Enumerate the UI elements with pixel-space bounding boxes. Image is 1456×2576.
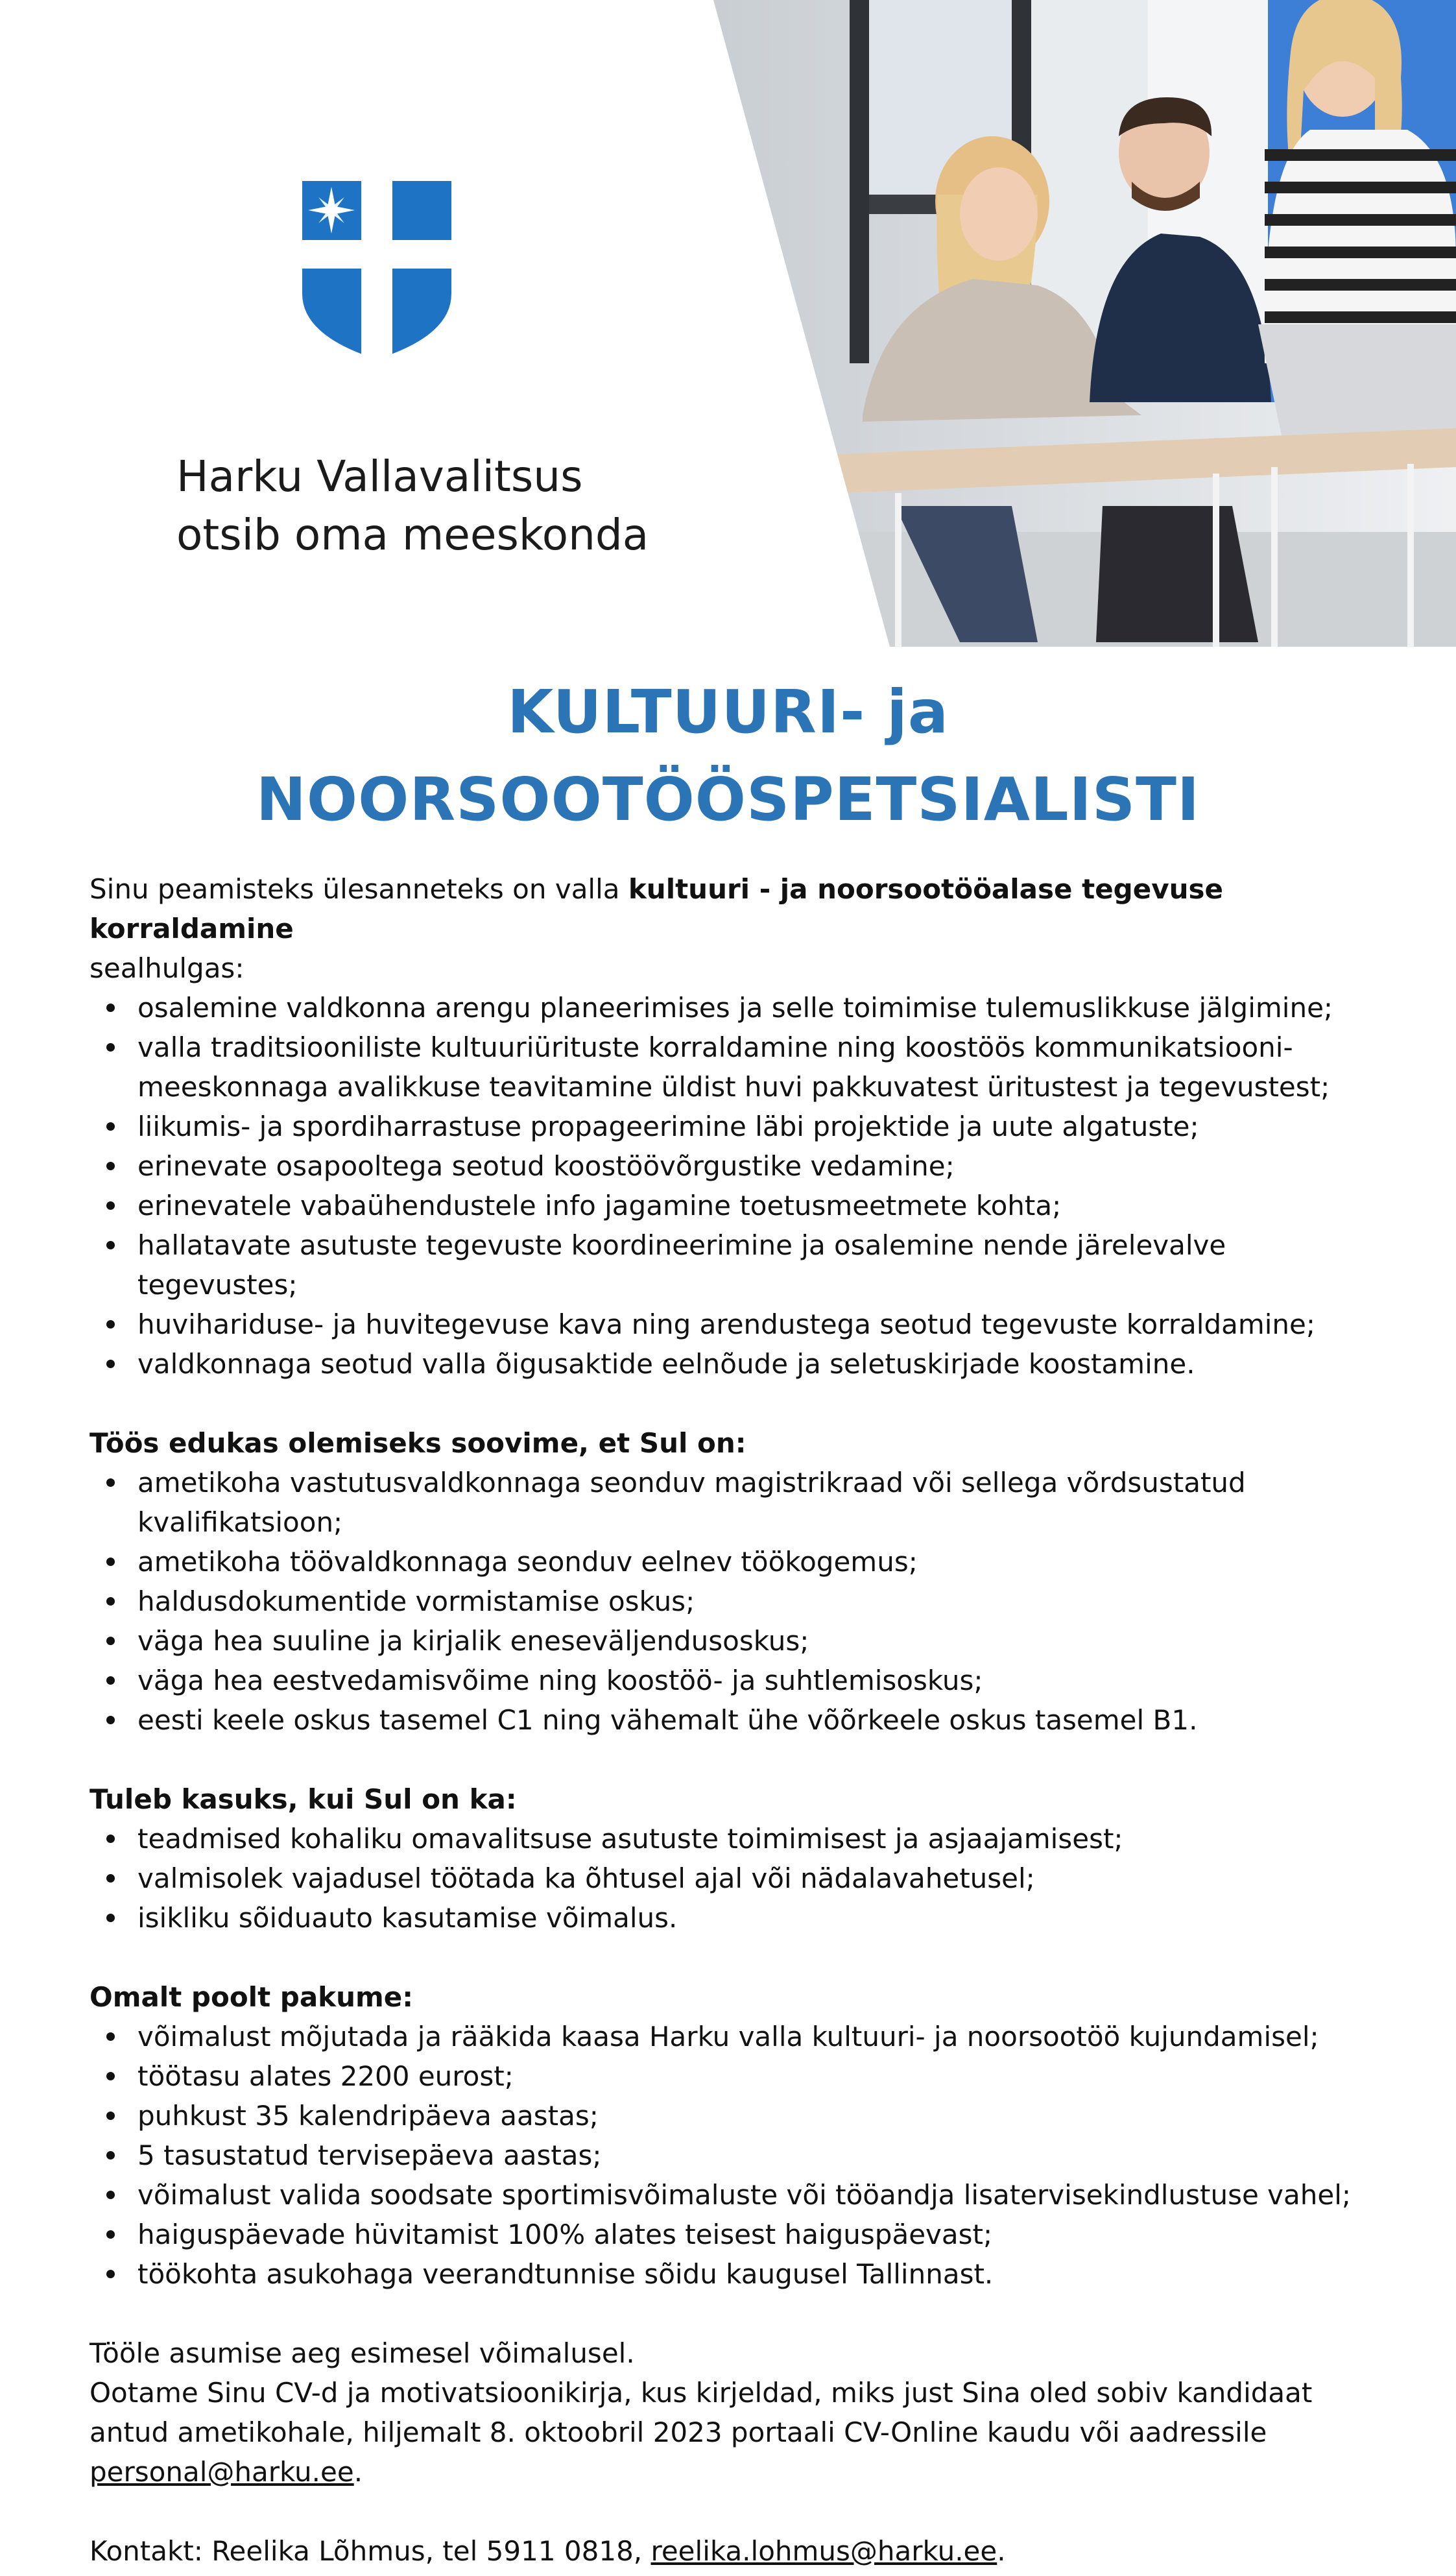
- duties-list: [90, 988, 1387, 1384]
- list-item: teadmised kohaliku omavalitsuse asutuste toimimisest ja asjaajamisest;: [137, 1819, 1387, 1859]
- list-item: valla traditsiooniliste kultuuriürituste korraldamine ning koostöös kommunikatsiooni-meeskonnaga avalikkuse teavitamine üldist huvi pakkuvatest üritustest ja tegevustest;: [137, 1028, 1387, 1107]
- advantages-heading: Tuleb kasuks, kui Sul on ka:: [90, 1783, 517, 1815]
- list-item: 5 tasustatud tervisepäeva aastas;: [137, 2136, 1387, 2175]
- application-text: [90, 2373, 1387, 2492]
- application-instructions: Ootame Sinu CV-d ja motivatsioonikirja, kus kirjeldad, miks just Sina oled sobiv kandidaat antud ametikohale, hiljemalt 8. oktoobril 2023 portaali CV-Online kaudu või aadressile: [90, 2377, 1313, 2448]
- list-item: erinevatele vabaühendustele info jagamine toetusmeetmete kohta;: [137, 1186, 1387, 1225]
- job-description: [90, 869, 1387, 2571]
- list-item: võimalust mõjutada ja rääkida kaasa Harku valla kultuuri- ja noorsootöö kujundamisel;: [137, 2017, 1387, 2056]
- job-title: [0, 668, 1456, 843]
- contact-text: Kontakt: Reelika Lõhmus, tel 5911 0818,: [90, 2535, 651, 2567]
- intro-bold: kultuuri - ja noorsootööalase tegevuse korraldamine: [90, 873, 1223, 945]
- harku-crest-logo: [302, 180, 452, 360]
- list-item: puhkust 35 kalendripäeva aastas;: [137, 2096, 1387, 2136]
- list-item: haldusdokumentide vormistamise oskus;: [137, 1582, 1387, 1621]
- list-item: erinevate osapooltega seotud koostöövõrgustike vedamine;: [137, 1146, 1387, 1186]
- contact-period: .: [997, 2535, 1006, 2567]
- organization-name: Harku Vallavalitsus: [176, 451, 583, 501]
- list-item: töökohta asukohaga veerandtunnise sõidu kaugusel Tallinnast.: [137, 2254, 1387, 2294]
- hr-email-link[interactable]: personal@harku.ee: [90, 2456, 354, 2488]
- list-item: liikumis- ja spordiharrastuse propageerimine läbi projektide ja uute algatuste;: [137, 1107, 1387, 1146]
- offer-heading: Omalt poolt pakume:: [90, 1981, 414, 2013]
- contact-line: [90, 2531, 1387, 2571]
- requirements-list: [90, 1463, 1387, 1740]
- list-item: väga hea eestvedamisvõime ning koostöö- ja suhtlemisoskus;: [137, 1661, 1387, 1700]
- intro-tail: sealhulgas:: [90, 952, 245, 984]
- list-item: võimalust valida soodsate sportimisvõimaluste või tööandja lisatervisekindlustuse vahel;: [137, 2175, 1387, 2215]
- intro-lead: Sinu peamisteks ülesanneteks on valla: [90, 873, 628, 905]
- offer-list: [90, 2017, 1387, 2294]
- application-period: .: [353, 2456, 363, 2488]
- list-item: töötasu alates 2200 eurost;: [137, 2056, 1387, 2096]
- contact-email-link[interactable]: reelika.lohmus@harku.ee: [650, 2535, 997, 2567]
- list-item: osalemine valdkonna arengu planeerimises ja selle toimimise tulemuslikkuse jälgimine;: [137, 988, 1387, 1028]
- advantages-list: [90, 1819, 1387, 1938]
- list-item: ametikoha töövaldkonnaga seonduv eelnev töökogemus;: [137, 1542, 1387, 1582]
- list-item: valmisolek vajadusel töötada ka õhtusel ajal või nädalavahetusel;: [137, 1859, 1387, 1898]
- job-title-line-2: NOORSOOTÖÖSPETSIALISTI: [256, 765, 1200, 834]
- list-item: väga hea suuline ja kirjalik eneseväljendusoskus;: [137, 1621, 1387, 1661]
- intro-paragraph: [90, 869, 1387, 988]
- list-item: hallatavate asutuste tegevuste koordineerimine ja osalemine nende järelevalve tegevustes;: [137, 1225, 1387, 1305]
- start-date-text: Tööle asumise aeg esimesel võimalusel.: [90, 2337, 635, 2369]
- list-item: ametikoha vastutusvaldkonnaga seonduv magistrikraad või sellega võrdsustatud kvalifikatsioon;: [137, 1463, 1387, 1542]
- organization-tagline: [176, 448, 649, 564]
- list-item: isikliku sõiduauto kasutamise võimalus.: [137, 1898, 1387, 1938]
- list-item: valdkonnaga seotud valla õigusaktide eelnõude ja seletuskirjade koostamine.: [137, 1344, 1387, 1384]
- list-item: eesti keele oskus tasemel C1 ning vähemalt ühe võõrkeele oskus tasemel B1.: [137, 1700, 1387, 1740]
- list-item: huvihariduse- ja huvitegevuse kava ning arendustega seotud tegevuste korraldamine;: [137, 1305, 1387, 1344]
- list-item: haiguspäevade hüvitamist 100% alates teisest haiguspäevast;: [137, 2215, 1387, 2254]
- organization-subtitle: otsib oma meeskonda: [176, 510, 649, 560]
- job-title-line-1: KULTUURI- ja: [507, 677, 949, 747]
- requirements-heading: Töös edukas olemiseks soovime, et Sul on:: [90, 1427, 746, 1459]
